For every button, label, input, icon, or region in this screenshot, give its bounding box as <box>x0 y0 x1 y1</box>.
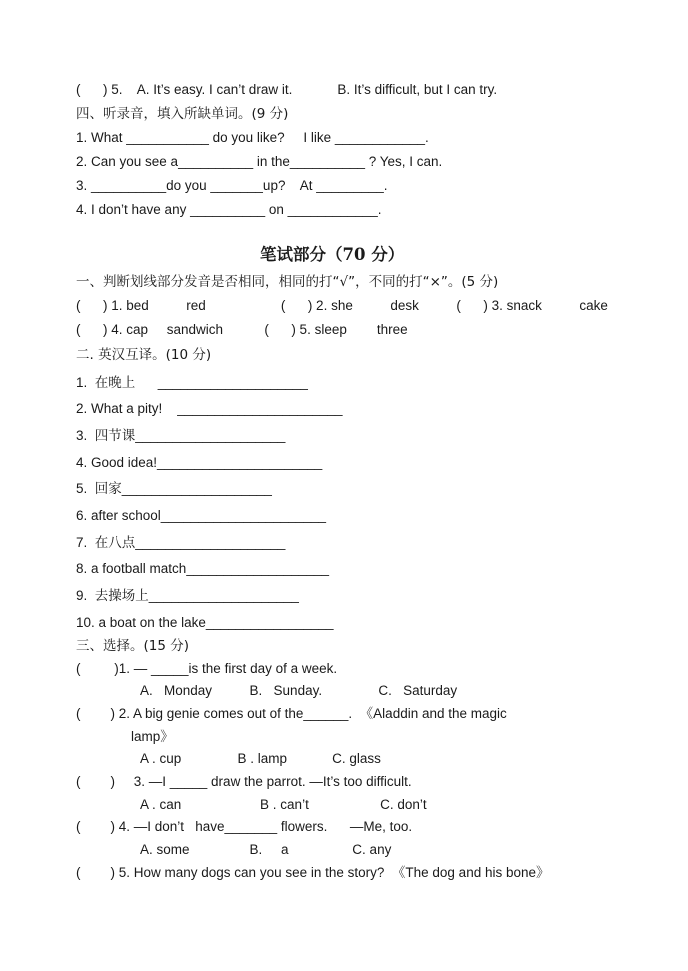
choice-q3: ( ) 3. —I _____ draw the parrot. —It’s too difficult. <box>76 774 412 789</box>
listen-line-1: 1. What ___________ do you like? I like ____________. <box>76 130 429 145</box>
choice-q2: ( ) 2. A big genie comes out of the______. 《Aladdin and the magic <box>76 706 507 721</box>
section-listen-heading: 四、听录音，填入所缺单词。(9 分) <box>76 106 289 122</box>
listen-line-3: 3. __________do you _______up? At _________. <box>76 178 388 193</box>
translate-item-10: 10. a boat on the lake_________________ <box>76 615 334 630</box>
choice-q4: ( ) 4. —I don’t have_______ flowers. —Me, too. <box>76 819 413 834</box>
listen-line-2: 2. Can you see a__________ in the__________ ? Yes, I can. <box>76 154 443 169</box>
section-pronunciation-heading: 一、判断划线部分发音是否相同，相同的打“√”，不同的打“×”。(5 分) <box>76 274 499 290</box>
choice-q1-options: A. Monday B. Sunday. C. Saturday <box>140 683 458 698</box>
written-part-title: 笔试部分（70 分） <box>260 245 405 264</box>
listen-line-4: 4. I don’t have any __________ on ____________. <box>76 202 382 217</box>
translate-item-6: 6. after school______________________ <box>76 508 326 523</box>
section-choice-heading: 三、选择。(15 分) <box>76 638 190 654</box>
q4-5-line: ( ) 5. A. It’s easy. I can’t draw it. B. It’s difficult, but I can try. <box>76 82 498 97</box>
choice-q1: ( )1. — _____is the first day of a week. <box>76 661 338 676</box>
translate-item-9: 9. 去操场上____________________ <box>76 588 299 603</box>
pronunciation-row-2: ( ) 4. cap sandwich ( ) 5. sleep three <box>76 322 408 337</box>
translate-item-7: 7. 在八点____________________ <box>76 535 286 550</box>
translate-item-3: 3. 四节课____________________ <box>76 428 286 443</box>
choice-q5: ( ) 5. How many dogs can you see in the story? 《The dog and his bone》 <box>76 865 550 880</box>
translate-item-5: 5. 回家____________________ <box>76 481 272 496</box>
translate-item-4: 4. Good idea!______________________ <box>76 455 323 470</box>
choice-q3-options: A . can B . can’t C. don’t <box>140 797 427 812</box>
choice-q2-options: A . cup B . lamp C. glass <box>140 751 381 766</box>
choice-q2-continued: lamp》 <box>131 729 174 744</box>
section-translate-heading: 二. 英汉互译。(10 分) <box>76 347 212 363</box>
translate-item-2: 2. What a pity! ______________________ <box>76 401 343 416</box>
translate-item-1: 1. 在晚上 ____________________ <box>76 375 308 390</box>
translate-item-8: 8. a football match___________________ <box>76 561 329 576</box>
choice-q4-options: A. some B. a C. any <box>140 842 392 857</box>
pronunciation-row-1: ( ) 1. bed red ( ) 2. she desk ( ) 3. snack cake <box>76 298 608 313</box>
